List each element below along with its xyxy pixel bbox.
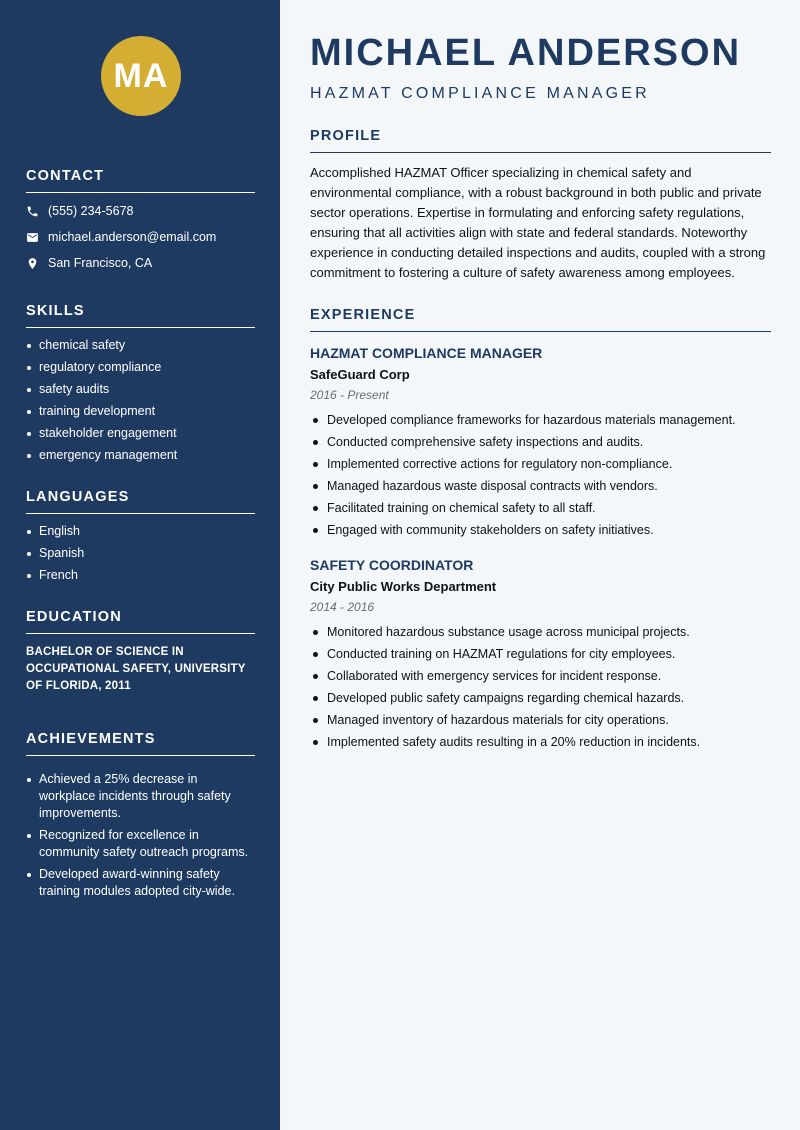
achievement-item: Recognized for excellence in community safety outreach programs. [26, 827, 255, 861]
job-title: HAZMAT COMPLIANCE MANAGER [310, 345, 543, 361]
skills-section [26, 303, 255, 463]
main-content [280, 0, 800, 1130]
job-company: SafeGuard Corp [310, 367, 410, 382]
avatar: MA [101, 36, 181, 116]
skill-item: stakeholder engagement [26, 426, 255, 441]
experience-section [310, 307, 771, 750]
skill-item: chemical safety [26, 338, 255, 353]
job-bullet: Collaborated with emergency services for incident response. [310, 669, 771, 684]
skill-item: training development [26, 404, 255, 419]
languages-section [26, 489, 255, 583]
languages-heading: LANGUAGES [26, 489, 255, 514]
job-bullet: Implemented corrective actions for regulatory non-compliance. [310, 457, 771, 472]
phone-text: (555) 234-5678 [48, 204, 134, 218]
job-dates: 2016 - Present [310, 388, 389, 402]
sidebar [0, 0, 280, 1130]
education-section [26, 609, 255, 695]
job-bullets [310, 413, 771, 538]
achievement-item: Achieved a 25% decrease in workplace incidents through safety improvements. [26, 771, 255, 822]
job-bullet: Facilitated training on chemical safety to all staff. [310, 501, 771, 516]
job-entry [310, 344, 771, 538]
education-degree: BACHELOR OF SCIENCE IN OCCUPATIONAL SAFETY, UNIVERSITY OF FLORIDA, 2011 [26, 646, 246, 692]
achievements-list [26, 771, 255, 900]
skill-item: emergency management [26, 448, 255, 463]
job-bullet: Developed compliance frameworks for hazardous materials management. [310, 413, 771, 428]
job-title: SAFETY COORDINATOR [310, 557, 474, 573]
contact-location [26, 256, 255, 270]
achievements-section [26, 731, 255, 900]
candidate-title: HAZMAT COMPLIANCE MANAGER [310, 85, 650, 102]
job-bullet: Conducted training on HAZMAT regulations for city employees. [310, 647, 771, 662]
job-dates: 2014 - 2016 [310, 600, 375, 614]
achievements-heading: ACHIEVEMENTS [26, 731, 255, 756]
job-company: City Public Works Department [310, 579, 497, 594]
experience-heading: EXPERIENCE [310, 307, 771, 332]
job-bullets [310, 625, 771, 750]
job-bullet: Managed inventory of hazardous materials for city operations. [310, 713, 771, 728]
achievement-item: Developed award-winning safety training modules adopted city-wide. [26, 866, 255, 900]
phone-icon [26, 205, 39, 218]
language-item: English [26, 524, 255, 539]
language-item: Spanish [26, 546, 255, 561]
profile-section [310, 128, 771, 283]
job-bullet: Conducted comprehensive safety inspections and audits. [310, 435, 771, 450]
profile-text: Accomplished HAZMAT Officer specializing in chemical safety and environmental compliance, with a robust background in both public and private sector operations. Expertise in formulating and enforcing safety regulations, ensuring that all activities align with state and federal standards. Noteworthy experience in conducting detailed inspections and audits, coupled with a strong commitment to fostering a culture of safety awareness among employees. [310, 165, 766, 280]
language-item: French [26, 568, 255, 583]
job-entry [310, 556, 771, 750]
candidate-name: MICHAEL ANDERSON [310, 32, 742, 74]
contact-section [26, 168, 255, 270]
location-pin-icon [26, 257, 39, 270]
skills-list [26, 338, 255, 463]
contact-email [26, 230, 255, 244]
email-text: michael.anderson@email.com [48, 230, 217, 244]
job-bullet: Monitored hazardous substance usage across municipal projects. [310, 625, 771, 640]
job-bullet: Developed public safety campaigns regarding chemical hazards. [310, 691, 771, 706]
languages-list [26, 524, 255, 583]
skill-item: regulatory compliance [26, 360, 255, 375]
job-bullet: Implemented safety audits resulting in a 20% reduction in incidents. [310, 735, 771, 750]
profile-heading: PROFILE [310, 128, 771, 153]
job-bullet: Managed hazardous waste disposal contracts with vendors. [310, 479, 771, 494]
contact-phone [26, 204, 255, 218]
location-text: San Francisco, CA [48, 256, 153, 270]
skills-heading: SKILLS [26, 303, 255, 328]
job-bullet: Engaged with community stakeholders on safety initiatives. [310, 523, 771, 538]
skill-item: safety audits [26, 382, 255, 397]
email-icon [26, 231, 39, 244]
education-heading: EDUCATION [26, 609, 255, 634]
contact-heading: CONTACT [26, 168, 255, 193]
